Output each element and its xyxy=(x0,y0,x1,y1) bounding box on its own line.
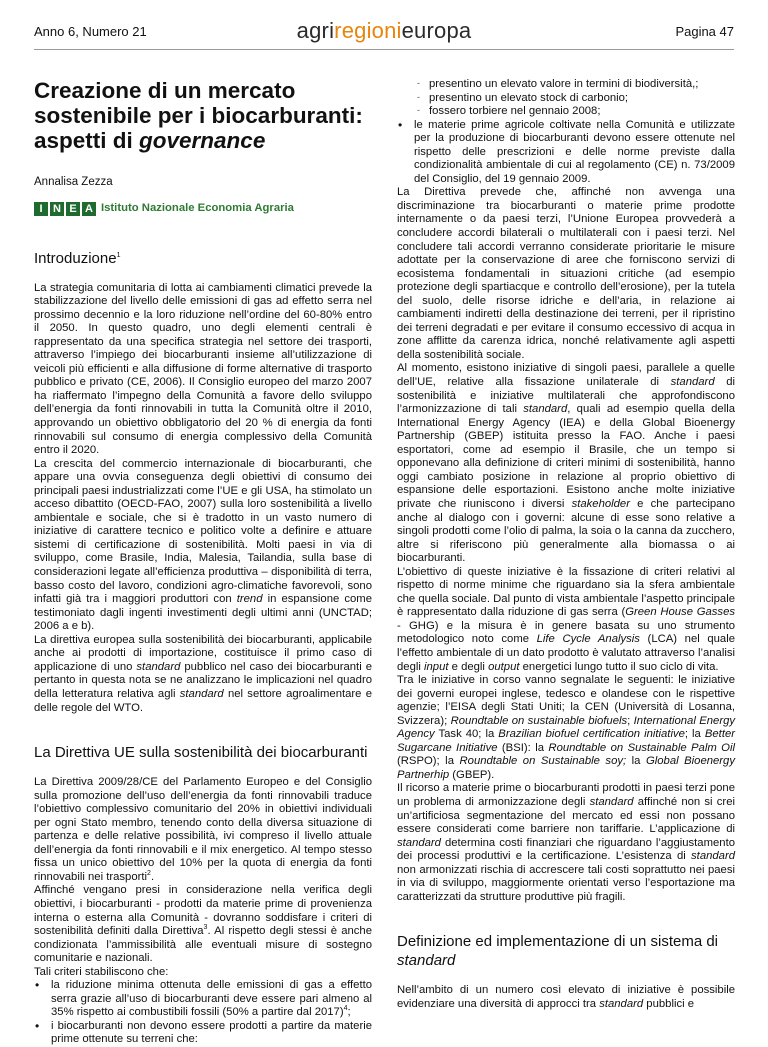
section-heading-definizione xyxy=(397,932,735,970)
text-emphasis: Roundtable on sustainable biofuels xyxy=(450,714,628,727)
text-emphasis: International Energy Agency xyxy=(397,714,736,741)
text-emphasis: Global Bioenergy Partnerhip xyxy=(397,755,735,781)
heading-text: Definizione ed implementazione di un sistema di xyxy=(397,933,719,951)
title-emphasis: governance xyxy=(139,128,266,153)
text-run: . xyxy=(150,870,155,883)
section-heading-introduzione xyxy=(34,246,372,268)
text-run: Tra le iniziative in corso vanno segnalate le seguenti: le iniziative dei governi europei inglese, tedesco e olandese con le rispettive agenzie; l’EISA degli Stati Uniti; la CEN (Università di Losanna, Svizzera); xyxy=(397,674,735,727)
section-heading-direttiva: La Direttiva UE sulla sostenibilità dei biocarburanti xyxy=(34,744,368,762)
text-emphasis: Better Sugarcane Initiative xyxy=(397,728,735,754)
paragraph xyxy=(397,674,735,782)
title-line-1: Creazione di un mercato xyxy=(34,78,296,103)
institute-name: Istituto Nazionale Economia Agraria xyxy=(101,201,294,214)
text-run: L’obiettivo di queste iniziative è la fissazione di criteri relativi al rispetto di norme minime che riguardano sia la sfera ambientale che quella sociale. Dal punto di vista ambientale l’aspetto principale è rappresentato dalla riduzione di gas serra ( xyxy=(397,565,735,619)
paragraph xyxy=(397,984,735,1011)
text-run: Task 40; la xyxy=(434,728,499,741)
text-run: , quali ad esempio quella della International Energy Agency (IEA) e della Global Bioenergy Partnership (GBEP) istituita presso la FAO. Anche i paesi esportatori, come ad esempio il Brasile, che un tempo si opponevano alla definizione di criteri minimi di sostenibilità, hanno oggi cambiato posizione in relazione al proprio obiettivo di espansione delle esportazioni. Esistono anche molte iniziative private che riuniscono i diversi xyxy=(397,403,735,510)
text-run: (GBEP). xyxy=(449,768,495,781)
text-run: e degli xyxy=(448,660,489,673)
text-emphasis: standard xyxy=(599,997,644,1010)
text-emphasis: output xyxy=(488,660,520,673)
list-item: - presentino un elevato valore in termini di biodiversità,; xyxy=(397,78,735,92)
text-run: ; la xyxy=(684,728,705,741)
paragraph: Tali criteri stabiliscono che: xyxy=(34,965,169,978)
criteria-list-continued xyxy=(397,119,735,187)
text-run: La Direttiva 2009/28/CE del Parlamento Europeo e del Consiglio sulla promozione dell’uso dell’energia da fonti rinnovabili traduce l’obiettivo complessivo comunitario del 20% in obiettivi individuali per ogni Stato membro, tenendo conto della diversa situazione di partenza e delle relative possibilità, ivi compreso il livello attuale dell’energia da fonti rinnovabili e il mix energetico. Al tempo stesso fissa un unico obiettivo del 10% per la quota di energia da fonti rinnovabili nei trasporti xyxy=(34,776,372,883)
text-emphasis: standard xyxy=(523,403,568,416)
text-run: - GHG) e la misura è in genere basata su uno strumento metodologico noto come xyxy=(397,619,735,646)
page-number: Pagina 47 xyxy=(675,24,734,39)
text-emphasis: trend xyxy=(236,593,263,606)
heading-emphasis: standard xyxy=(397,952,456,970)
text-run: (LCA) nel quale l’effetto ambientale di un dato prodotto è valutato attraverso l’analisi degli xyxy=(397,633,735,673)
article-title xyxy=(34,78,372,153)
paragraph xyxy=(397,362,735,565)
text-emphasis: Life Cycle Analysis xyxy=(536,633,640,646)
text-run: la riduzione minima ottenuta delle emissioni di gas a effetto serra grazie all’uso di biocarburanti deve essere pari almeno al 35% rispetto ai combustibili fossili (50% a partire dal 2017) xyxy=(51,979,372,1019)
text-run: la xyxy=(626,755,646,768)
list-item xyxy=(34,979,372,1020)
text-run: affinché non si crei un’artificiosa segmentazione del mercato ed essi non possano essere considerati come barriere non tariffarie. L’applicazione di xyxy=(397,795,735,836)
inea-letter: A xyxy=(82,202,96,216)
heading-text: Introduzione xyxy=(34,249,117,267)
text-emphasis: Green House Gasses xyxy=(625,606,735,619)
text-run: (BSI): la xyxy=(497,741,549,754)
header-divider xyxy=(34,49,734,50)
text-emphasis: standard xyxy=(589,795,634,808)
issue-label: Anno 6, Numero 21 xyxy=(34,24,147,39)
inea-logo-icon xyxy=(34,202,98,216)
sub-criteria-list xyxy=(397,78,735,119)
text-run: pubblico nel caso dei biocarburanti e pertanto in questa nota se ne analizzano le implicazioni nel quadro della letteratura relativa agli xyxy=(34,660,372,700)
paragraph: La Direttiva prevede che, affinché non avvenga una discriminazione tra biocarburanti o materie prime prodotte internamente o da paesi terzi, l’Unione Europea provvederà a concludere accordi bilaterali o multilaterali con i paesi terzi. Nel concludere tali accordi verranno considerate prioritarie le misure adottate per la conservazione di aree che forniscono servizi di ecosistema fondamentali in situazioni critiche (ad esempio protezione degli spartiacque e controllo dell’erosione), per la tutela del suolo, delle risorse idriche e dell’aria, in relazione ai cambiamenti indiretti della destinazione dei terreni, per il ripristino dei terreni degradati e per evitare il consumo eccessivo di acqua in zone afflitte da carenza idrica, nonché relativamente agli aspetti della sostenibilità sociale. xyxy=(397,186,735,361)
paragraph: La strategia comunitaria di lotta ai cambiamenti climatici prevede la stabilizzazione del livello delle emissioni di gas ad effetto serra nel prossimo decennio e la loro riduzione nell’ordine del 60-80% entro il 2050. In questo quadro, uno degli elementi centrali è rappresentato da una specifica strategia nel settore dei trasporti, attraverso l’impiego dei biocarburanti insieme all’utilizzazione di veicoli più efficienti e alla diffusione di forme alternative di trasporto pubblico e privato (CE, 2006). Il Consiglio europeo del marzo 2007 ha riaffermato l’impegno della Comunità a favore dello sviluppo dell’energia da fonti rinnovabili in tutta la Comunità oltre il 2010, approvando un obiettivo obbligatorio del 20 % di energia da fonti rinnovabili sul consumo di energia complessivo della Comunità entro il 2020. xyxy=(34,281,372,457)
logo-text-agri: agri xyxy=(296,18,335,43)
inea-letter: E xyxy=(66,202,80,216)
text-run: La crescita del commercio internazionale di biocarburanti, che appare una ovvia conseguenza degli obiettivi di consumo dei principali paesi industrializzati come l’UE e gli USA, ha stimolato un acceso dibattito (OECD-FAO, 2007) sulla loro sostenibilità a livello ambientale e sociale, che si è tradotto in un vasto numero di iniziative di carattere tecnico e politico volte a definire e attuare sistemi di certificazione di sostenibilità. Molti paesi in via di sviluppo, come Brasile, India, Malesia, Tailandia, sulla base di considerazioni legate all’efficienza produttiva – disponibilità di terra, basso costo del lavoro, condizioni agro-climatiche favorevoli, sono infatti già tra i maggiori produttori con xyxy=(34,457,372,606)
paragraph xyxy=(34,776,372,884)
footnote-ref: 2 xyxy=(147,870,151,878)
paragraph xyxy=(397,782,735,904)
criteria-list xyxy=(34,979,372,1047)
text-run: ; xyxy=(627,714,634,727)
footnote-ref: 3 xyxy=(203,924,208,932)
text-emphasis: input xyxy=(424,660,449,673)
right-column xyxy=(397,78,735,1011)
text-emphasis: stakeholder xyxy=(571,497,630,510)
page-header xyxy=(34,18,734,48)
text-emphasis: Roundtable on Sustainable Palm Oil xyxy=(548,741,735,754)
text-run: Nell’ambito di un numero così elevato di iniziative è possibile evidenziare una diversità di approcci tra xyxy=(397,984,735,1010)
inea-letter: N xyxy=(50,202,64,216)
paragraph xyxy=(34,884,372,965)
text-emphasis: Brazilian biofuel certification initiative xyxy=(498,728,685,741)
text-run: non armonizzati rischia di accrescere tali costi soprattutto nei paesi in via di sviluppo, maggiormente orientati verso l’esportazione ma caratterizzati da strutture produttive più fragili. xyxy=(397,863,735,903)
text-run: Il ricorso a materie prime o biocarburanti prodotti in paesi terzi pone un problema di armonizzazione degli xyxy=(397,782,735,808)
list-item: - fossero torbiere nel gennaio 2008; xyxy=(397,105,735,119)
text-run: di sostenibilità e iniziative multilaterali che approfondiscono l’armonizzazione di tali xyxy=(397,376,735,416)
text-emphasis: standard xyxy=(691,850,735,863)
text-run: e che partecipano anche al dialogo con i governi: alcune di esse sono relative a singoli prodotti come l’olio di palma, la soia o la canna da zucchero, altre si riferiscono più generalmente alla biomassa o ai biocarburanti. xyxy=(397,497,735,565)
paragraph xyxy=(34,458,372,634)
text-run: Al momento, esistono iniziative di singoli paesi, parallele a quelle dell’UE, relative alla fissazione unilaterale di xyxy=(397,362,735,389)
logo-text-europa: europa xyxy=(401,18,472,43)
text-run: . Al rispetto degli stessi è anche condizionata l’ammissibilità alle eventuali misure di sostegno comunitarie e nazionali. xyxy=(34,925,372,965)
list-item: - presentino un elevato stock di carbonio; xyxy=(397,92,735,106)
logo-text-regioni: regioni xyxy=(334,18,402,43)
paragraph xyxy=(397,566,735,674)
text-run: (RSPO); la xyxy=(397,755,460,768)
text-emphasis: standard xyxy=(397,836,441,849)
title-line-2: sostenibile per i biocarburanti: xyxy=(34,103,363,128)
text-run: Affinché vengano presi in considerazione nella verifica degli obiettivi, i biocarburanti - prodotti da materie prime di provenienza interna o esterna alla Comunità - dovranno soddisfare i criteri di sostenibilità definiti dalla Direttiva xyxy=(34,884,372,938)
footnote-ref: 4 xyxy=(343,1005,348,1013)
text-run: pubblici e xyxy=(643,997,695,1010)
text-emphasis: standard xyxy=(179,687,224,700)
journal-logo xyxy=(34,18,734,44)
text-run: La direttiva europea sulla sostenibilità dei biocarburanti, applicabile anche ai prodotti di importazione, costituisce il primo caso di applicazione di uno xyxy=(34,633,372,673)
text-run: determina costi finanziari che riguardano l’aggiustamento dei processi produttivi e la certificazione. L’esistenza di xyxy=(397,836,735,863)
institute-affiliation xyxy=(34,202,372,216)
inea-letter: I xyxy=(34,202,48,216)
author-name: Annalisa Zezza xyxy=(34,176,113,188)
text-run: energetici lungo tutto il suo ciclo di vita. xyxy=(519,660,719,673)
footnote-ref: 1 xyxy=(116,251,121,259)
title-line-3: aspetti di xyxy=(34,128,140,153)
text-emphasis: Roundtable on Sustainable soy; xyxy=(459,755,627,768)
list-item: • le materie prime agricole coltivate nella Comunità e utilizzate per la produzione di biocarburanti devono essere ottenute nel rispetto delle prescrizioni e delle norme previste dalla condizionalità ambientale di cui al regolamento (CE) n. 73/2009 del Consiglio, del 19 gennaio 2009. xyxy=(397,119,735,187)
left-column xyxy=(34,78,372,1047)
text-run: ; xyxy=(347,1006,351,1019)
paragraph xyxy=(34,634,372,715)
list-item: • i biocarburanti non devono essere prodotti a partire da materie prime ottenute su terreni che: xyxy=(34,1020,372,1047)
text-emphasis: standard xyxy=(670,376,715,389)
text-emphasis: standard xyxy=(136,660,181,673)
text-run: in espansione come testimoniato dagli ingenti investimenti degli ultimi anni (UNCTAD; 2006 a e b). xyxy=(34,593,372,633)
text-run: nel settore agroalimentare e delle regole del WTO. xyxy=(34,687,372,714)
